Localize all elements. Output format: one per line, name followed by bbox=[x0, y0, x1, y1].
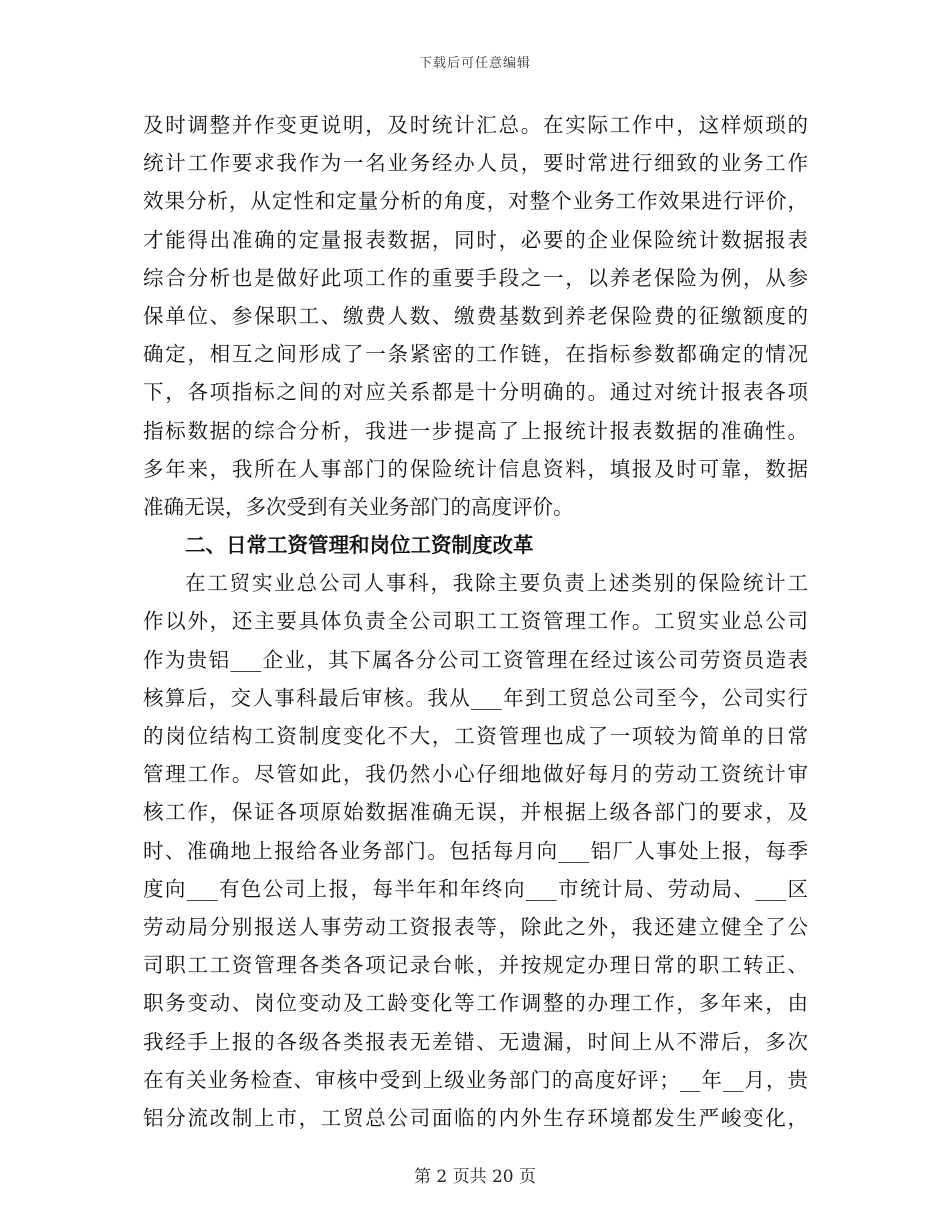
text-line: 及时调整并作变更说明，及时统计汇总。在实际工作中，这样烦琐的 bbox=[143, 113, 808, 137]
text-line: 才能得出准确的定量报表数据，同时，必要的企业保险统计数据报表 bbox=[143, 227, 808, 252]
text-line: 综合分析也是做好此项工作的重要手段之一，以养老保险为例，从参 bbox=[143, 265, 808, 290]
text-line: 劳动局分别报送人事劳动工资报表等，除此之外，我还建立健全了公 bbox=[143, 914, 808, 939]
text-line: 的岗位结构工资制度变化不大，工资管理也成了一项较为简单的日常 bbox=[143, 724, 808, 748]
text-line: 核工作，保证各项原始数据准确无误，并根据上级各部门的要求，及 bbox=[143, 800, 808, 825]
text-line: 职务变动、岗位变动及工龄变化等工作调整的办理工作，多年来，由 bbox=[143, 991, 808, 1016]
text-line: 作为贵铝___企业，其下属各分公司工资管理在经过该公司劳资员造表 bbox=[143, 647, 808, 672]
text-line: 司职工工资管理各类各项记录台帐，并按规定办理日常的职工转正、 bbox=[143, 953, 808, 978]
text-line: 核算后，交人事科最后审核。我从___年到工贸总公司至今，公司实行 bbox=[143, 685, 808, 710]
text-line: 下，各项指标之间的对应关系都是十分明确的。通过对统计报表各项 bbox=[143, 380, 808, 405]
text-line: 度向___有色公司上报，每半年和年终向___市统计局、劳动局、___区 bbox=[143, 876, 808, 901]
text-line: 在有关业务检查、审核中受到上级业务部门的高度好评；__年__月，贵 bbox=[143, 1067, 808, 1092]
page-header-note: 下载后可任意编辑 bbox=[418, 56, 531, 71]
text-line: 统计工作要求我作为一名业务经办人员，要时常进行细致的业务工作 bbox=[143, 151, 808, 176]
text-line: 效果分析，从定性和定量分析的角度，对整个业务工作效果进行评价， bbox=[143, 189, 808, 214]
paragraph-2 bbox=[143, 564, 808, 1137]
text-line: 作以外，还主要具体负责全公司职工工资管理工作。工贸实业总公司 bbox=[143, 609, 808, 634]
text-line: 多年来，我所在人事部门的保险统计信息资料，填报及时可靠，数据 bbox=[143, 456, 808, 481]
text-line: 指标数据的综合分析，我进一步提高了上报统计报表数据的准确性。 bbox=[143, 418, 808, 443]
document-body bbox=[143, 106, 808, 1137]
section-heading: 二、日常工资管理和岗位工资制度改革 bbox=[185, 533, 534, 558]
text-line: 保单位、参保职工、缴费人数、缴费基数到养老保险费的征缴额度的 bbox=[143, 303, 808, 328]
paragraph-1 bbox=[143, 106, 808, 526]
text-line: 在工贸实业总公司人事科，我除主要负责上述类别的保险统计工 bbox=[185, 571, 808, 596]
text-line: 确定，相互之间形成了一条紧密的工作链，在指标参数都确定的情况 bbox=[143, 342, 808, 367]
text-line: 准确无误，多次受到有关业务部门的高度评价。 bbox=[143, 494, 574, 519]
text-line: 铝分流改制上市，工贸总公司面临的内外生存环境都发生严峻变化， bbox=[143, 1105, 808, 1130]
text-line: 管理工作。尽管如此，我仍然小心仔细地做好每月的劳动工资统计审 bbox=[143, 762, 808, 787]
text-line: 时、准确地上报给各业务部门。包括每月向___铝厂人事处上报，每季 bbox=[143, 838, 808, 863]
text-line: 我经手上报的各级各类报表无差错、无遗漏，时间上从不滞后，多次 bbox=[143, 1029, 808, 1054]
page-number: 第 2 页共 20 页 bbox=[413, 1167, 537, 1187]
